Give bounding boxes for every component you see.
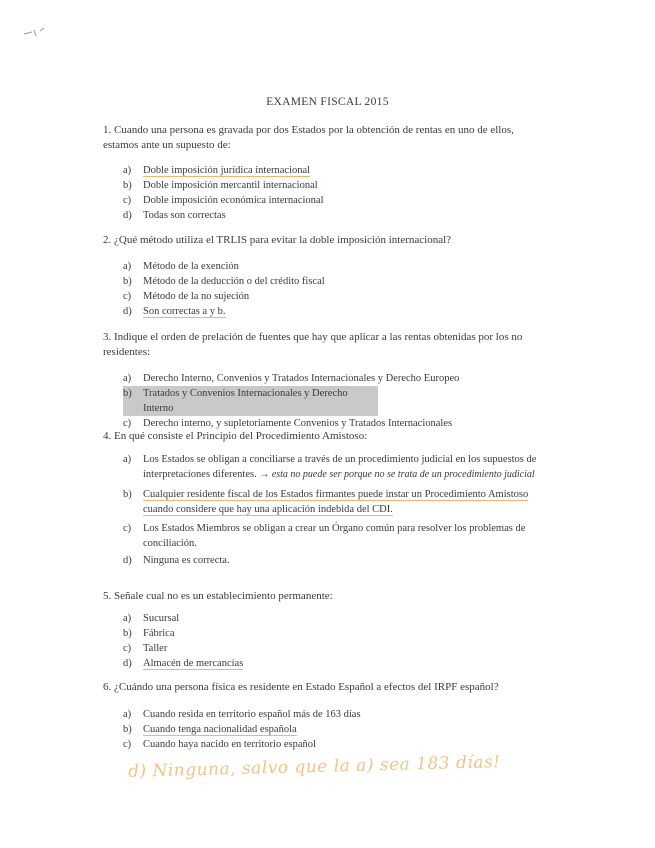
margin-note: → esta no puede ser porque no se trata de un procedimiento judicial [259,469,535,480]
handwritten-answer: d) Ninguna, salvo que la a) sea 183 días! [127,752,501,782]
highlighted-answer: Almacén de mercancías [143,658,244,669]
question-4-options [123,452,548,568]
option-3a: a) Derecho Interno, Convenios y Tratados Internacionales y Derecho Europeo [123,373,460,384]
question-5: 5. Señale cual no es un establecimiento permanente: [103,590,333,602]
option-2d: d) Son correctas a y b. [123,306,226,317]
question-2-options [123,259,553,319]
highlighted-answer: Doble imposición jurídica internacional [143,165,311,176]
option-4c: c) Los Estados Miembros se obligan a crear un Órgano común para resolver los problemas de conciliación. [123,523,526,549]
scan-speck-mark [22,24,52,42]
question-5-options [123,611,553,671]
option-5a: a) Sucursal [123,613,180,624]
highlighted-answer: Cuando tenga nacionalidad española [143,724,297,735]
question-2: 2. ¿Qué método utiliza el TRLIS para evitar la doble imposición internacional? [103,234,452,246]
option-6b: b) Cuando tenga nacionalidad española [123,724,297,735]
option-5d: d) Almacén de mercancías [123,658,244,669]
option-2c: c) Método de la no sujeción [123,291,250,302]
option-1d: d) Todas son correctas [123,210,226,221]
option-5c: c) Taller [123,643,168,654]
option-1b: b) Doble imposición mercantil internacional [123,180,318,191]
option-2a: a) Método de la exención [123,261,239,272]
highlighted-answer: Son correctas a y b. [143,306,226,317]
option-6c: c) Cuando haya nacido en territorio español [123,739,316,750]
option-4b: b) Cualquier residente fiscal de los Estados firmantes puede instar un Procedimiento Amistoso cuando considere que hay una aplicación indebida del CDI. [123,489,529,515]
option-4d: d) Ninguna es correcta. [123,555,230,566]
question-3: 3. Indique el orden de prelación de fuentes que hay que aplicar a las rentas obtenidas por los no residentes: [103,331,523,358]
question-3-options [123,371,553,431]
option-5b: b) Fábrica [123,628,175,639]
question-6: 6. ¿Cuándo una persona física es residente en Estado Español a efectos del IRPF español? [103,681,499,693]
highlighted-answer: Cualquier residente fiscal de los Estados firmantes puede instar un Procedimiento Amistoso cuando considere que hay una aplicación indebida del CDI. [143,489,529,515]
question-6-options [123,707,553,752]
exam-title: EXAMEN FISCAL 2015 [266,96,389,108]
option-3b: b) Tratados y Convenios Internacionales y Derecho Interno [123,386,378,416]
option-3c: c) Derecho interno, y supletoriamente Convenios y Tratados Internacionales [123,418,453,429]
question-1: 1. Cuando una persona es gravada por dos Estados por la obtención de rentas en uno de ellos, estamos ante un supuesto de: [103,124,514,151]
option-2b: b) Método de la deducción o del crédito fiscal [123,276,325,287]
question-1-options [123,163,553,223]
question-4: 4. En qué consiste el Principio del Procedimiento Amistoso: [103,430,368,442]
option-1c: c) Doble imposición económica internacional [123,195,324,206]
option-4a: a) Los Estados se obligan a conciliarse a través de un procedimiento judicial en los supuestos de interpretaciones diferentes. → esta no puede ser porque no se trata de un procedimiento judicial [123,454,537,480]
option-6a: a) Cuando resida en territorio español más de 163 días [123,709,361,720]
option-1a: a) Doble imposición jurídica internacional [123,165,311,176]
